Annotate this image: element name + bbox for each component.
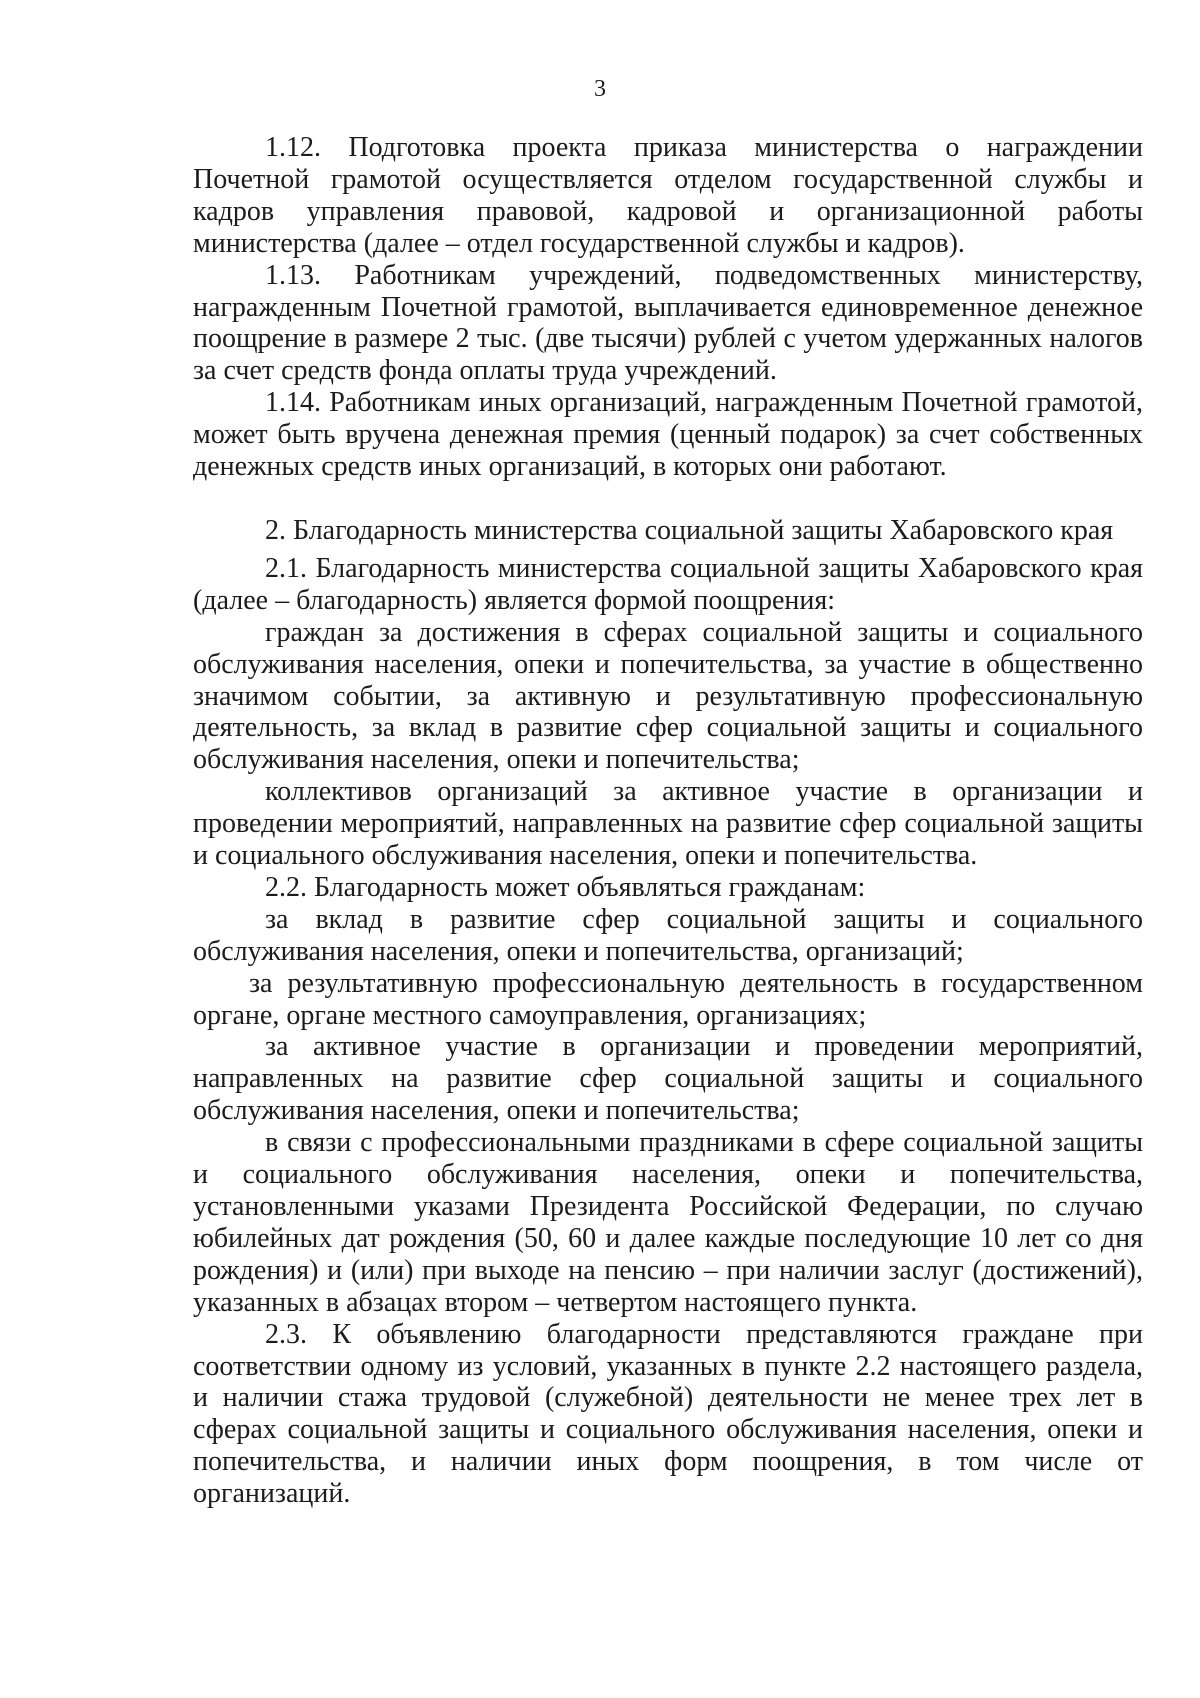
document-body	[193, 132, 1143, 1510]
paragraph-2-2-participation: за активное участие в организации и проведении мероприятий, направленных на развитие сфер социальной защиты и социального обслуживания населения, опеки и попечительства;	[193, 1031, 1143, 1127]
paragraph-2-2-contribution: за вклад в развитие сфер социальной защиты и социального обслуживания населения, опеки и попечительства, организаций;	[193, 903, 1143, 967]
section-2-heading: 2. Благодарность министерства социальной защиты Хабаровского края	[265, 514, 1114, 546]
paragraph-2-2: 2.2. Благодарность может объявляться гражданам:	[265, 871, 866, 903]
paragraph-1-14: 1.14. Работникам иных организаций, награжденным Почетной грамотой, может быть вручена денежная премия (ценный подарок) за счет собственных денежных средств иных организаций, в которых они работают.	[193, 387, 1143, 483]
paragraph-2-1-citizens: граждан за достижения в сферах социальной защиты и социального обслуживания населения, опеки и попечительства, за участие в общественно значимом событии, за активную и результативную профессиональную деятельность, за вклад в развитие сфер социальной защиты и социального обслуживания населения, опеки и попечительства;	[193, 616, 1143, 776]
paragraph-1-13: 1.13. Работникам учреждений, подведомственных министерству, награжденным Почетной грамотой, выплачивается единовременное денежное поощрение в размере 2 тыс. (две тысячи) рублей с учетом удержанных налогов за счет средств фонда оплаты труда учреждений.	[193, 259, 1143, 387]
paragraph-2-2-holidays: в связи с профессиональными праздниками в сфере социальной защиты и социального обслуживания населения, опеки и попечительства, установленными указами Президента Российской Федерации, по случаю юбилейных дат рождения (50, 60 и далее каждые последующие 10 лет со дня рождения) и (или) при выходе на пенсию – при наличии заслуг (достижений), указанных в абзацах втором – четвертом настоящего пункта.	[193, 1127, 1143, 1318]
paragraph-1-12: 1.12. Подготовка проекта приказа министерства о награждении Почетной грамотой осуществляется отделом государственной службы и кадров управления правовой, кадровой и организационной работы министерства (далее – отдел государственной службы и кадров).	[193, 132, 1143, 259]
paragraph-2-3: 2.3. К объявлению благодарности представляются граждане при соответствии одному из условий, указанных в пункте 2.2 настоящего раздела, и наличии стажа трудовой (служебной) деятельности не менее трех лет в сферах социальной защиты и социального обслуживания населения, опеки и попечительства, и наличии иных форм поощрения, в том числе от организаций.	[193, 1318, 1143, 1510]
paragraph-2-1-collectives: коллективов организаций за активное участие в организации и проведении мероприятий, направленных на развитие сфер социальной защиты и социального обслуживания населения, опеки и попечительства.	[193, 776, 1143, 872]
paragraph-2-2-performance: за результативную профессиональную деятельность в государственном органе, органе местного самоуправления, организациях;	[193, 967, 1143, 1031]
page-number: 3	[594, 76, 606, 102]
paragraph-2-1: 2.1. Благодарность министерства социальной защиты Хабаровского края (далее – благодарность) является формой поощрения:	[193, 552, 1143, 616]
